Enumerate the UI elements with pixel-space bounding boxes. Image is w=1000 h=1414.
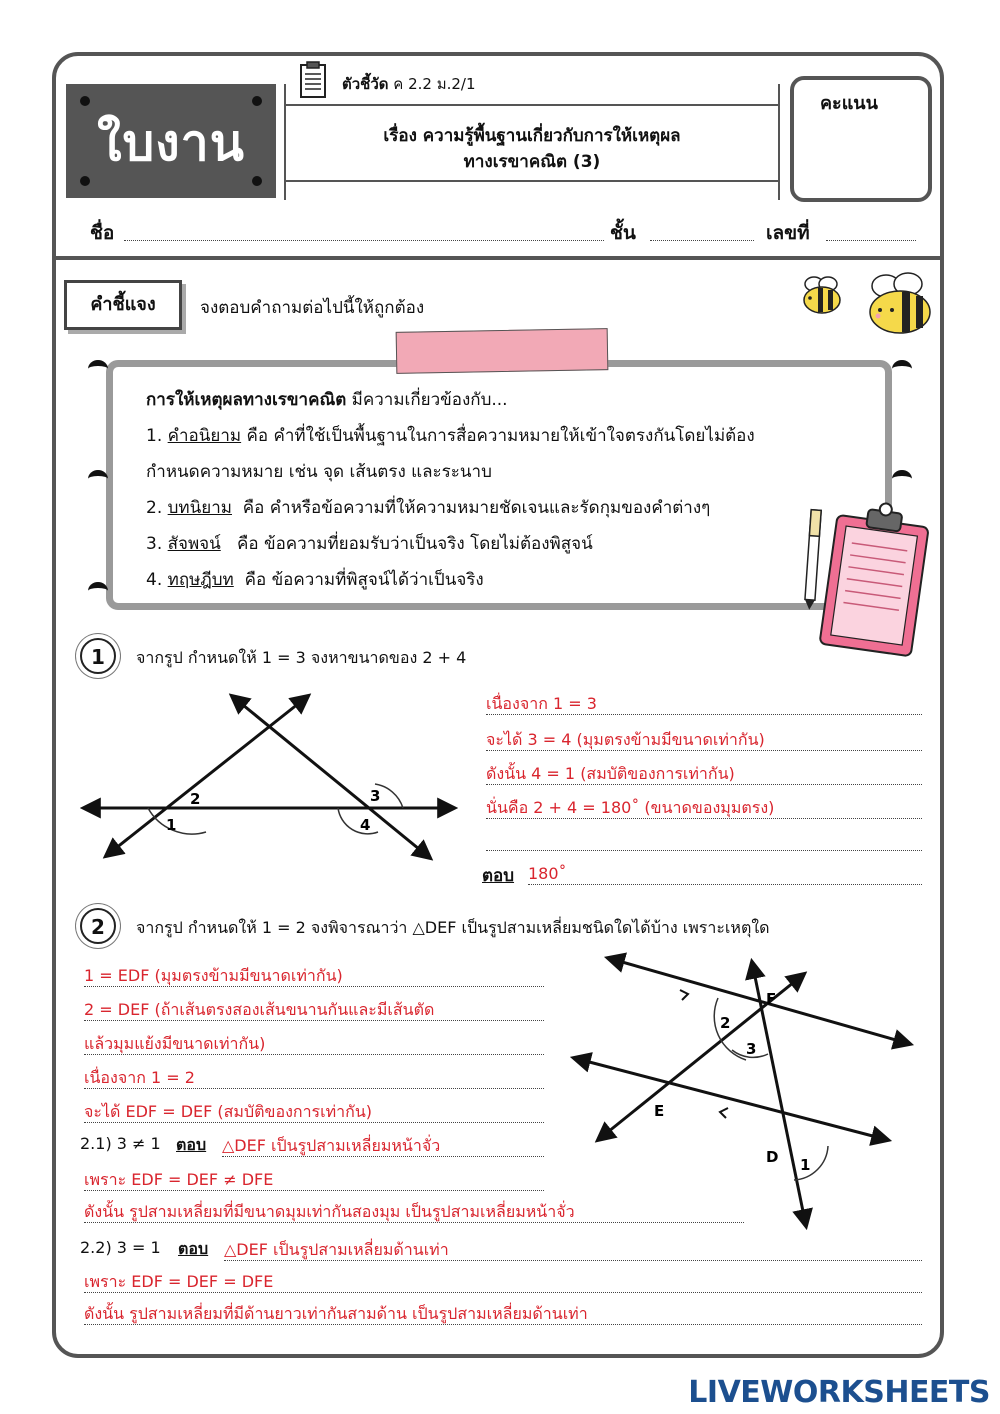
header-divider <box>56 256 940 260</box>
question-number-2: 2 <box>80 908 116 944</box>
name-label: ชื่อ <box>90 222 115 244</box>
q1-figure <box>70 684 470 868</box>
indicator-value: ค 2.2 ม.2/1 <box>393 75 476 93</box>
indicator-label: ตัวชี้วัด <box>342 75 389 93</box>
q2-sub2-conclusion[interactable]: ดังนั้น รูปสามเหลี่ยมที่มีด้านยาวเท่ากันสามด้าน เป็นรูปสามเหลี่ยมด้านเท่า <box>84 1302 922 1325</box>
figure-label: 2 <box>720 1014 731 1032</box>
q2-sub2-answer-label: ตอบ <box>178 1239 209 1258</box>
q1-final-answer[interactable]: 180˚ <box>528 864 922 885</box>
instruction-text: จงตอบคำถามต่อไปนี้ให้ถูกต้อง <box>200 298 425 318</box>
question-number-1: 1 <box>80 638 116 674</box>
number-field[interactable] <box>826 240 916 241</box>
info-item: 3. สัจพจน์ คือ ข้อความที่ยอมรับว่าเป็นจริง โดยไม่ต้องพิสูจน์ <box>146 534 593 554</box>
score-label: คะแนน <box>820 93 878 114</box>
ring-icon <box>88 470 108 488</box>
q2-answer-line[interactable]: 2 = DEF (ถ้าเส้นตรงสองเส้นขนานกันและมีเส้นตัด <box>84 998 544 1021</box>
q2-sub1-conclusion[interactable]: ดังนั้น รูปสามเหลี่ยมที่มีขนาดมุมเท่ากันสองมุม เป็นรูปสามเหลี่ยมหน้าจั่ว <box>84 1200 744 1223</box>
q2-sub2-answer[interactable]: △DEF เป็นรูปสามเหลี่ยมด้านเท่า <box>224 1238 922 1261</box>
figure-label: E <box>654 1102 665 1120</box>
q2-sub1-because[interactable]: เพราะ EDF = DEF ≠ DFE <box>84 1168 544 1191</box>
clipboard-pen-illustration <box>800 496 930 662</box>
info-item: 2. บทนิยาม คือ คำหรือข้อความที่ให้ความหมายชัดเจนและรัดกุมของคำต่างๆ <box>146 498 711 518</box>
bee-large-icon <box>862 272 938 336</box>
figure-label: 3 <box>746 1040 757 1058</box>
liveworksheets-logo: LIVEWORKSHEETS <box>688 1375 990 1410</box>
name-field[interactable] <box>124 240 604 241</box>
number-label: เลขที่ <box>766 222 810 244</box>
q1-answer-line[interactable] <box>486 828 922 851</box>
info-item: กำหนดความหมาย เช่น จุด เส้นตรง และระนาบ <box>146 462 492 482</box>
header-line <box>284 180 780 182</box>
figure-label: 1 <box>166 816 177 834</box>
topic-line-1: เรื่อง ความรู้พื้นฐานเกี่ยวกับการให้เหตุผล <box>383 126 681 146</box>
clipboard-icon <box>298 60 330 100</box>
ring-icon <box>88 360 108 378</box>
q1-answer-line[interactable]: นั่นคือ 2 + 4 = 180˚ (ขนาดของมุมตรง) <box>486 796 922 819</box>
bee-small-icon <box>798 276 848 316</box>
q2-sub1-answer-label: ตอบ <box>176 1135 207 1154</box>
info-item: 1. คำอนิยาม คือ คำที่ใช้เป็นพื้นฐานในการสื่อความหมายให้เข้าใจตรงกันโดยไม่ต้อง <box>146 426 755 446</box>
q1-answer-line[interactable]: ดังนั้น 4 = 1 (สมบัติของการเท่ากัน) <box>486 762 922 785</box>
q2-sub1-label: 2.1) 3 ≠ 1 <box>80 1134 161 1153</box>
q2-sub1-answer[interactable]: △DEF เป็นรูปสามเหลี่ยมหน้าจั่ว <box>222 1134 544 1157</box>
q1-answer-label: ตอบ <box>482 866 515 886</box>
q2-sub2-label: 2.2) 3 = 1 <box>80 1238 161 1257</box>
q2-answer-line[interactable]: 1 = EDF (มุมตรงข้ามมีขนาดเท่ากัน) <box>84 964 544 987</box>
q2-answer-line[interactable]: แล้วมุมแย้งมีขนาดเท่ากัน) <box>84 1032 544 1055</box>
q1-answer-line[interactable]: จะได้ 3 = 4 (มุมตรงข้ามมีขนาดเท่ากัน) <box>486 728 922 751</box>
class-label: ชั้น <box>610 222 636 244</box>
class-field[interactable] <box>650 240 754 241</box>
topic-line-2: ทางเรขาคณิต (3) <box>463 152 601 172</box>
q2-question: จากรูป กำหนดให้ 1 = 2 จงพิจารณาว่า △DEF เป็นรูปสามเหลี่ยมชนิดใดได้บ้าง เพราะเหตุใด <box>136 918 770 937</box>
q2-figure <box>570 950 930 1234</box>
q2-sub2-because[interactable]: เพราะ EDF = DEF = DFE <box>84 1270 922 1293</box>
tape-decoration <box>396 328 609 374</box>
figure-label: 2 <box>190 790 201 808</box>
figure-label: D <box>766 1148 779 1166</box>
instruction-label: คำชี้แจง <box>64 280 182 330</box>
figure-label: 1 <box>800 1156 811 1174</box>
header-line <box>284 104 780 106</box>
banner-title: ใบงาน <box>97 113 245 172</box>
q1-question: จากรูป กำหนดให้ 1 = 3 จงหาขนาดของ 2 + 4 <box>136 648 467 667</box>
q2-answer-line[interactable]: จะได้ EDF = DEF (สมบัติของการเท่ากัน) <box>84 1100 544 1123</box>
info-title-suffix: มีความเกี่ยวข้องกับ... <box>351 390 508 410</box>
figure-label: 3 <box>370 787 381 805</box>
ring-icon <box>88 582 108 600</box>
info-item: 4. ทฤษฎีบท คือ ข้อความที่พิสูจน์ได้ว่าเป็นจริง <box>146 570 484 590</box>
q1-answer-line[interactable]: เนื่องจาก 1 = 3 <box>486 692 922 715</box>
ring-icon <box>892 360 912 378</box>
figure-label: F <box>766 990 777 1008</box>
figure-label: 4 <box>360 816 371 834</box>
q2-answer-line[interactable]: เนื่องจาก 1 = 2 <box>84 1066 544 1089</box>
info-title: การให้เหตุผลทางเรขาคณิต <box>146 390 347 410</box>
ring-icon <box>892 470 912 488</box>
